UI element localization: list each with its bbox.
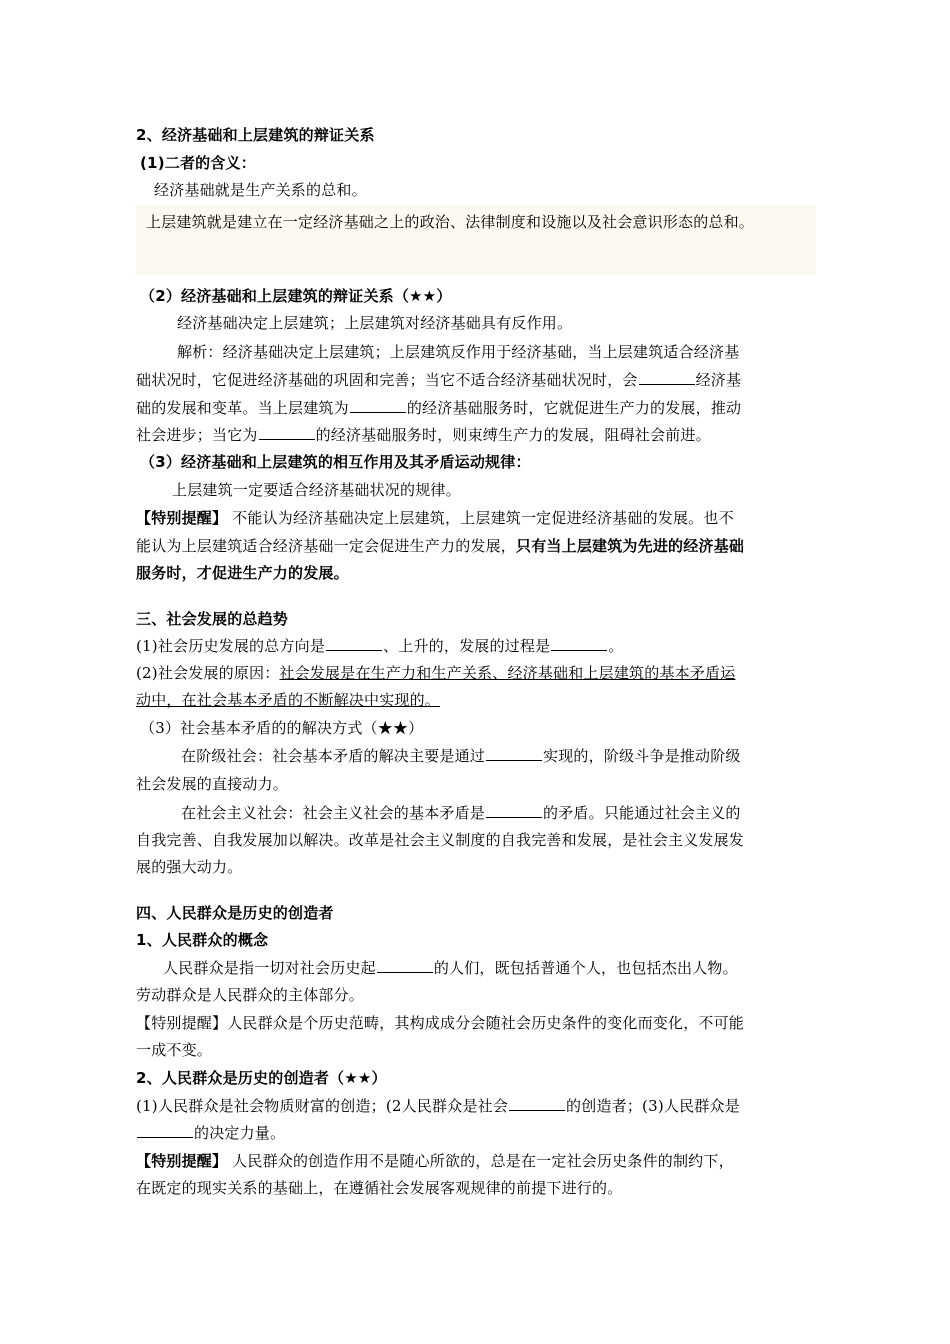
class-society-line-2: 社会发展的直接动力。 (136, 775, 289, 793)
analysis-line-3-text-a: 础的发展和变革。当上层建筑为 (136, 399, 349, 417)
analysis-line-2 (136, 370, 816, 390)
analysis-line-2-text-b: 经济基 (695, 371, 742, 389)
section-4-sub-2-heading: 2、人民群众是历史的创造者（★★） (136, 1069, 387, 1087)
subsection-1-heading: (1)二者的含义： (140, 154, 256, 172)
masses-concept-line-2: 劳动群众是人民群众的主体部分。 (136, 986, 365, 1004)
analysis-line-4 (136, 425, 816, 445)
fill-blank[interactable] (551, 636, 607, 651)
section-3-item-1-a: (1)社会历史发展的总方向是 (136, 637, 326, 655)
fill-blank[interactable] (350, 398, 406, 413)
reminder-3-text: 人民群众的创造作用不是随心所欲的，总是在一定社会历史条件的制约下， (227, 1152, 734, 1170)
reminder-1-text-a: 能认为上层建筑适合经济基础一定会促进生产力的发展， (136, 537, 517, 555)
subsection-2-heading: （2）经济基础和上层建筑的辩证关系（★★） (140, 287, 452, 305)
section-3-sub-3-heading: （3）社会基本矛盾的的解决方式（★★） (140, 719, 424, 737)
socialist-society-line-3: 展的强大动力。 (136, 858, 243, 876)
creators-text-a: (1)人民群众是社会物质财富的创造；(2人民群众是社会 (136, 1097, 509, 1115)
masses-concept-line-1 (163, 958, 843, 978)
section-3-item-2-underlined: 社会发展是在生产力和生产关系、经济基础和上层建筑的基本矛盾运 (279, 664, 736, 682)
analysis-line-2-text-a: 础状况时，它促进经济基础的巩固和完善；当它不适合经济基础状况时，会 (136, 371, 638, 389)
reminder-1-line-1 (136, 508, 816, 528)
reminder-1-bold-text: 只有当上层建筑为先进的经济基础 (516, 537, 745, 555)
fill-blank[interactable] (486, 803, 542, 818)
reminder-1-text: 不能认为经济基础决定上层建筑，上层建筑一定促进经济基础的发展。也不 (227, 509, 734, 527)
reminder-1-line-2 (136, 536, 816, 556)
paragraph-superstructure: 上层建筑就是建立在一定经济基础之上的政治、法律制度和设施以及社会意识形态的总和。 (146, 213, 755, 231)
creators-line-2 (136, 1123, 816, 1143)
fill-blank[interactable] (509, 1096, 565, 1111)
section-2-heading: 2、经济基础和上层建筑的辩证关系 (136, 126, 375, 144)
reminder-2-line-2: 一成不变。 (136, 1041, 213, 1059)
class-society-text-b: 实现的，阶级斗争是推动阶级 (543, 747, 741, 765)
section-3-item-1-b: 、上升的，发展的过程是 (383, 637, 551, 655)
subsection-3-heading: （3）经济基础和上层建筑的相互作用及其矛盾运动规律： (140, 453, 531, 471)
fill-blank[interactable] (259, 425, 315, 440)
analysis-line-3 (136, 398, 816, 418)
section-3-item-2 (136, 663, 816, 683)
class-society-text-a: 在阶级社会：社会基本矛盾的解决主要是通过 (181, 747, 486, 765)
section-3-item-2-continued: 动中，在社会基本矛盾的不断解决中实现的。 (136, 691, 441, 709)
section-4-heading: 四、人民群众是历史的创造者 (136, 904, 334, 922)
masses-concept-text-a: 人民群众是指一切对社会历史起 (163, 959, 376, 977)
masses-concept-text-b: 的人们，既包括普通个人，也包括杰出人物。 (433, 959, 738, 977)
section-4-sub-1-heading: 1、人民群众的概念 (136, 931, 269, 949)
paragraph-law: 上层建筑一定要适合经济基础状况的规律。 (172, 481, 461, 499)
fill-blank[interactable] (377, 958, 433, 973)
socialist-society-line-1 (181, 803, 861, 823)
creators-line-1 (136, 1096, 816, 1116)
paragraph-relation: 经济基础决定上层建筑；上层建筑对经济基础具有反作用。 (177, 314, 573, 332)
analysis-line-4-text-b: 的经济基础服务时，则束缚生产力的发展，阻碍社会前进。 (315, 426, 711, 444)
reminder-tag: 【特别提醒】 (136, 509, 228, 527)
creators-text-b: 的创造者；(3)人民群众是 (566, 1097, 740, 1115)
socialist-society-line-2: 自我完善、自我发展加以解决。改革是社会主义制度的自我完善和发展，是社会主义发展发 (136, 831, 745, 849)
fill-blank[interactable] (639, 370, 695, 385)
fill-blank[interactable] (486, 746, 542, 761)
socialist-society-text-a: 在社会主义社会：社会主义社会的基本矛盾是 (181, 804, 486, 822)
analysis-line-1: 解析：经济基础决定上层建筑；上层建筑反作用于经济基础，当上层建筑适合经济基 (177, 343, 740, 361)
section-3-item-2-a: (2)社会发展的原因： (136, 664, 280, 682)
analysis-line-4-text-a: 社会进步；当它为 (136, 426, 258, 444)
fill-blank[interactable] (326, 636, 382, 651)
reminder-2-line-1: 【特别提醒】人民群众是个历史范畴，其构成成分会随社会历史条件的变化而变化，不可能 (136, 1014, 745, 1032)
reminder-3-line-2: 在既定的现实关系的基础上，在遵循社会发展客观规律的前提下进行的。 (136, 1179, 623, 1197)
section-3-item-1-c: 。 (608, 637, 624, 655)
analysis-line-3-text-b: 的经济基础服务时，它就促进生产力的发展，推动 (406, 399, 742, 417)
reminder-tag: 【特别提醒】 (136, 1152, 228, 1170)
section-3-heading: 三、社会发展的总趋势 (136, 610, 289, 628)
class-society-line-1 (181, 746, 861, 766)
reminder-1-line-3: 服务时，才促进生产力的发展。 (136, 564, 349, 582)
section-3-item-1 (136, 636, 816, 656)
socialist-society-text-b: 的矛盾。只能通过社会主义的 (543, 804, 741, 822)
fill-blank[interactable] (137, 1123, 193, 1138)
creators-text-c: 的决定力量。 (194, 1124, 286, 1142)
paragraph-economic-base: 经济基础就是生产关系的总和。 (154, 181, 367, 199)
reminder-3-line-1 (136, 1151, 816, 1171)
